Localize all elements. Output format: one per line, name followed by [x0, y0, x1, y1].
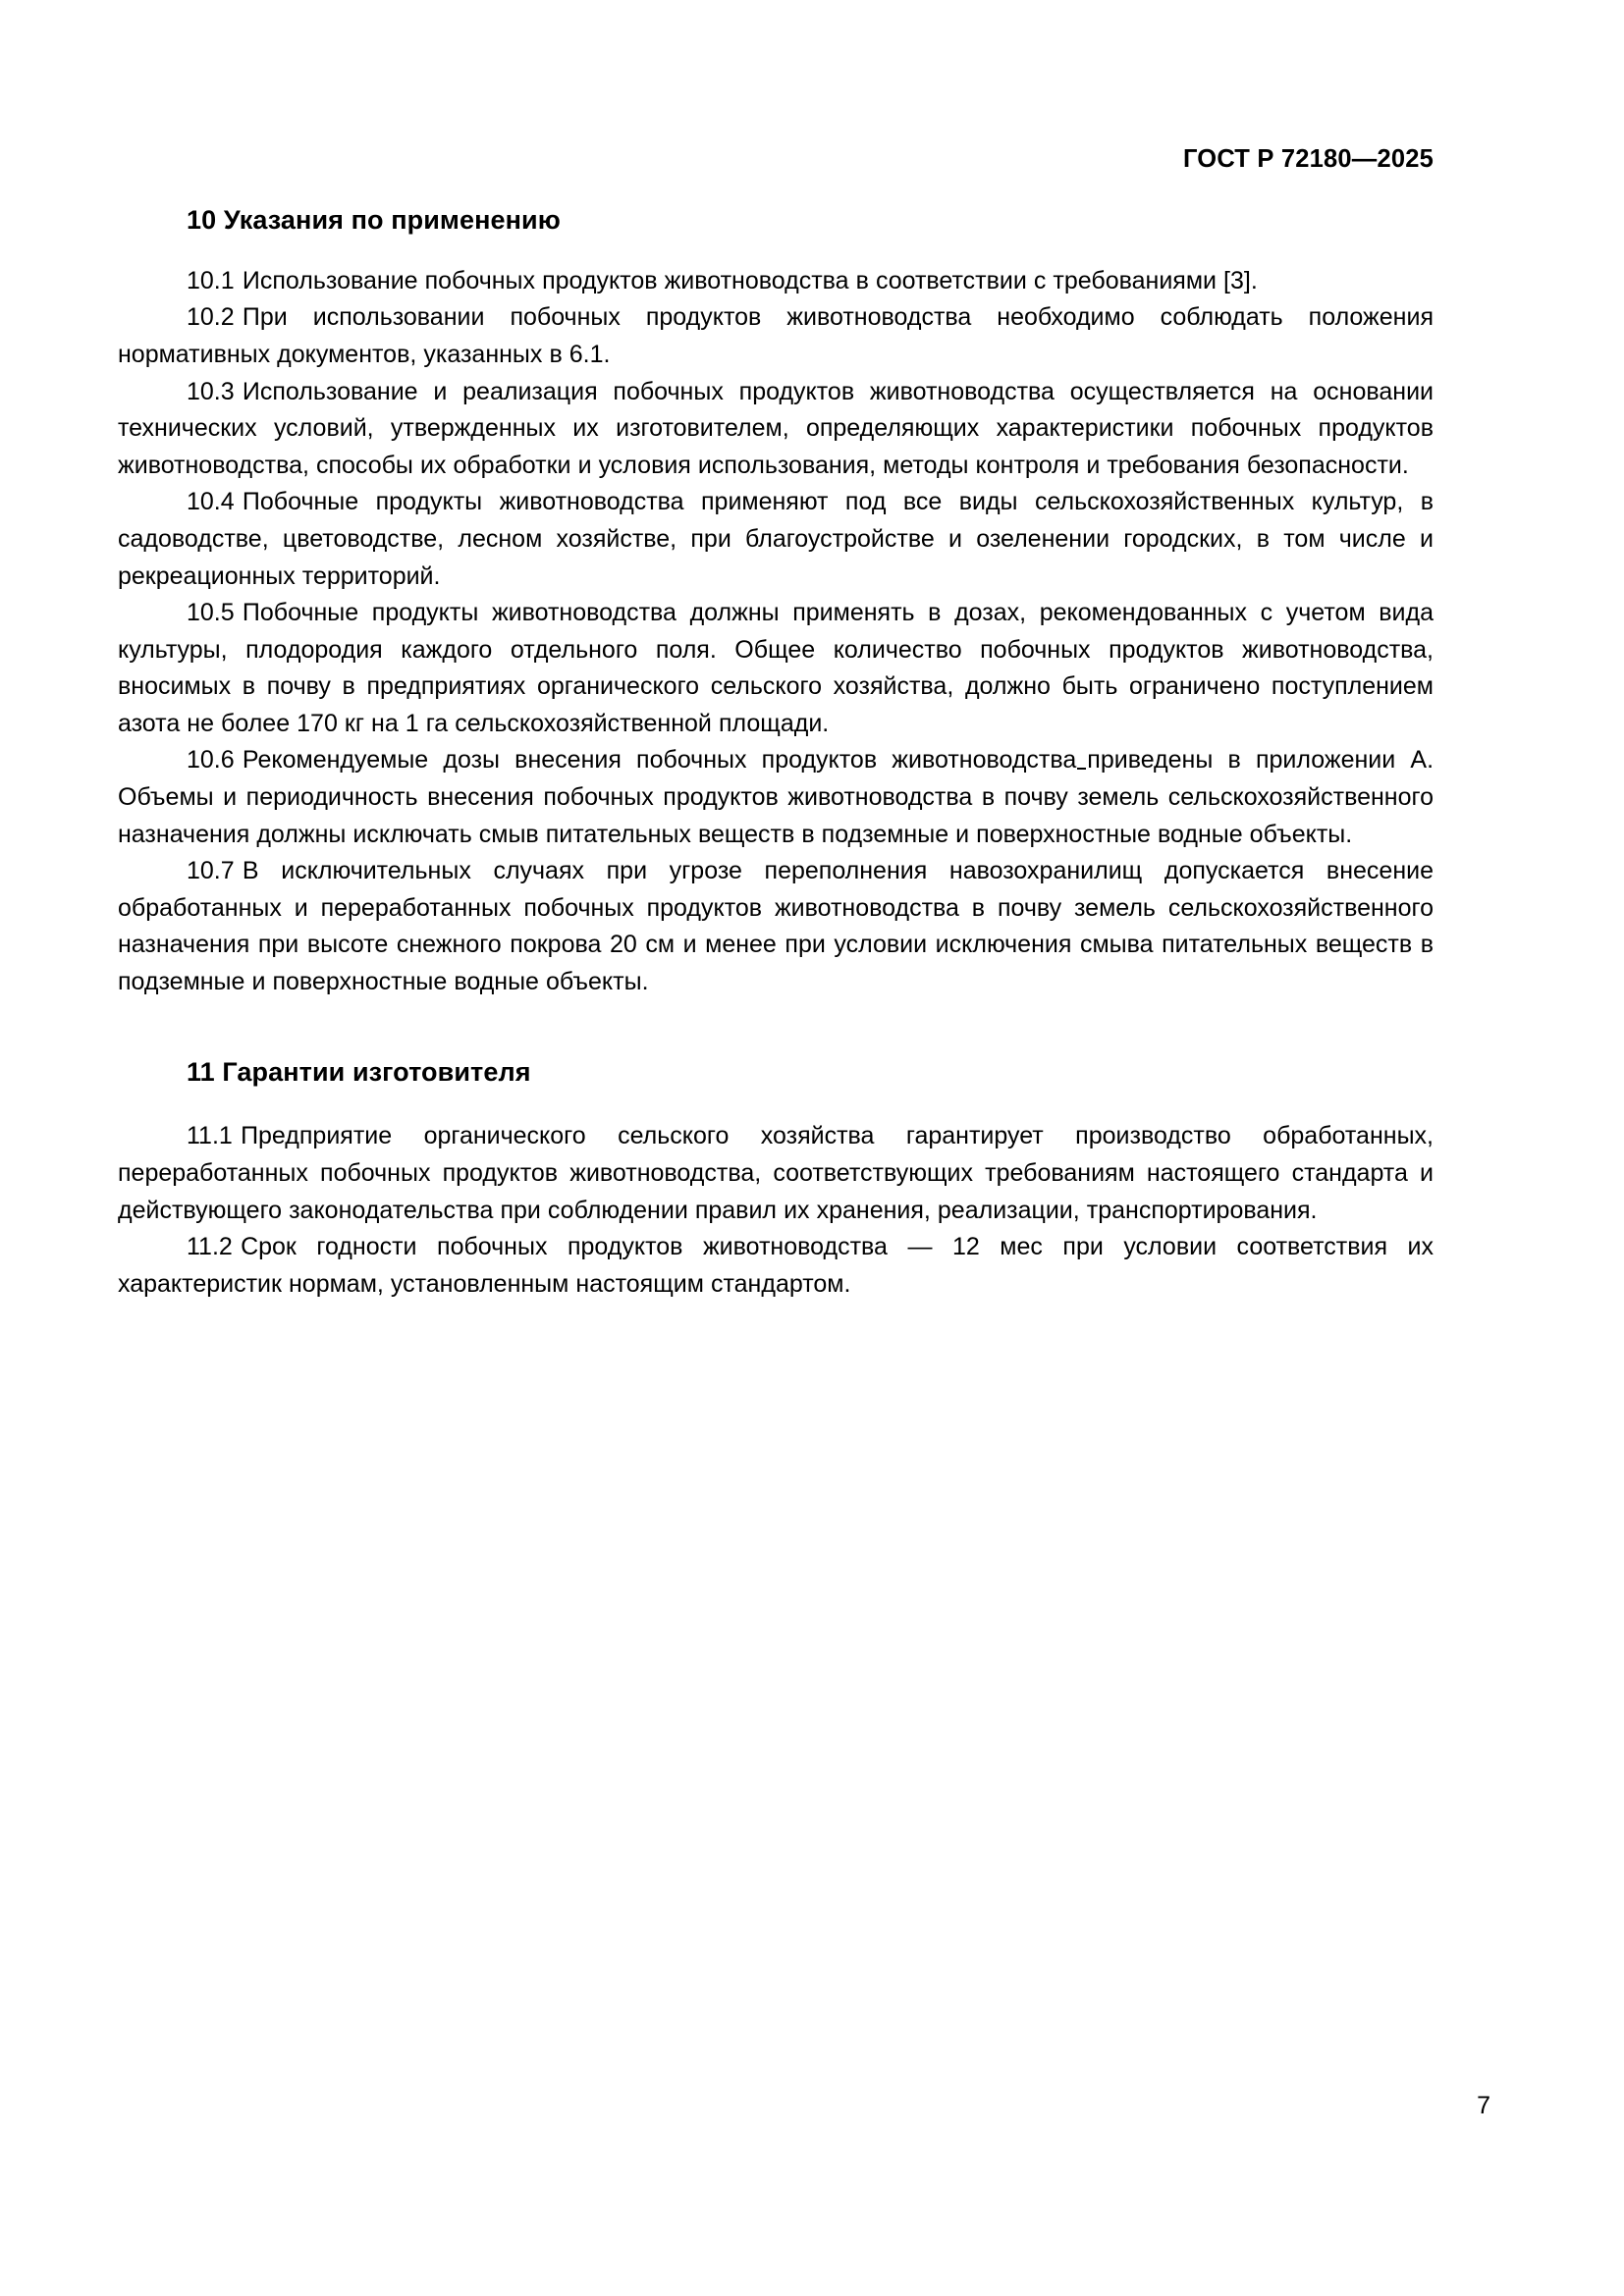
clause-10-1 [118, 263, 1434, 300]
clause-10-2 [118, 299, 1434, 373]
clause-number: 10.4 [187, 488, 235, 516]
clause-text: Использование и реализация побочных продуктов животноводства осуществляется на основании технических условий, утвержденных их изготовителем, определяющих характеристики побочных продуктов животноводства, способы их обработки и условия использования, методы контроля и требования безопасности. [118, 377, 1434, 479]
clause-10-3 [118, 374, 1434, 485]
clause-number: 11.1 [187, 1122, 233, 1150]
page-number: 7 [1477, 2092, 1490, 2119]
clause-number: 10.1 [187, 266, 235, 294]
clause-11-2 [118, 1229, 1434, 1303]
clause-number: 10.6 [187, 746, 235, 774]
clause-number: 10.5 [187, 599, 235, 627]
clause-text: Побочные продукты животноводства должны применять в дозах, рекомендованных с учетом вида культуры, плодородия каждого отдельного поля. Общее количество побочных продуктов животноводства, вносимых в почву в предприятиях органического сельского хозяйства, должно быть ограничено поступлением азота не более 170 кг на 1 га сельскохозяйственной площади. [118, 599, 1434, 737]
clause-text-before-mark: Рекомендуемые дозы внесения побочных продуктов животноводства [242, 746, 1077, 774]
clause-10-6 [118, 742, 1434, 853]
clause-text: Предприятие органического сельского хозяйства гарантирует производство обработанных, переработанных побочных продуктов животноводства, соответствующих требованиям настоящего стандарта и действующего законодательства при соблюдении правил их хранения, реализации, транспортирования. [118, 1122, 1434, 1224]
clause-10-7 [118, 853, 1434, 1000]
clause-number: 10.7 [187, 857, 235, 885]
clause-text-after-mark: приведены в приложении А. Объемы и периодичность внесения побочных продуктов животноводства в почву земель сельскохозяйственного назначения должны исключать смыв питательных веществ в подземные и поверхностные водные объекты. [118, 746, 1435, 848]
page-content [118, 204, 1434, 1303]
clause-number: 10.3 [187, 377, 235, 405]
clause-text: Срок годности побочных продуктов животноводства — 12 мес при условии соответствия их характеристик нормам, установленным настоящим стандартом. [118, 1233, 1434, 1298]
clause-number: 10.2 [187, 303, 235, 332]
clause-text: Побочные продукты животноводства применяют под все виды сельскохозяйственных культур, в садоводстве, цветоводстве, лесном хозяйстве, при благоустройстве и озеленении городских, в том числе и рекреационных территорий. [118, 488, 1434, 590]
clause-text: При использовании побочных продуктов животноводства необходимо соблюдать положения нормативных документов, указанных в 6.1. [118, 303, 1434, 368]
clause-text: В исключительных случаях при угрозе переполнения навозохранилищ допускается внесение обработанных и переработанных побочных продуктов животноводства в почву земель сельскохозяйственного назначения при высоте снежного покрова 20 см и менее при условии исключения смыва питательных веществ в подземные и поверхностные водные объекты. [118, 857, 1434, 996]
running-header-standard-number: ГОСТ Р 72180—2025 [1182, 145, 1434, 173]
clause-text: Использование побочных продуктов животноводства в соответствии с требованиями [3]. [242, 266, 1258, 294]
clause-11-1 [118, 1118, 1434, 1229]
clause-10-4 [118, 484, 1434, 595]
clause-number: 11.2 [187, 1233, 233, 1261]
clause-10-5 [118, 595, 1434, 742]
stray-underline-mark [1077, 768, 1086, 770]
section-heading-11: 11 Гарантии изготовителя [187, 1056, 531, 1087]
section-heading-10: 10 Указания по применению [187, 205, 561, 235]
